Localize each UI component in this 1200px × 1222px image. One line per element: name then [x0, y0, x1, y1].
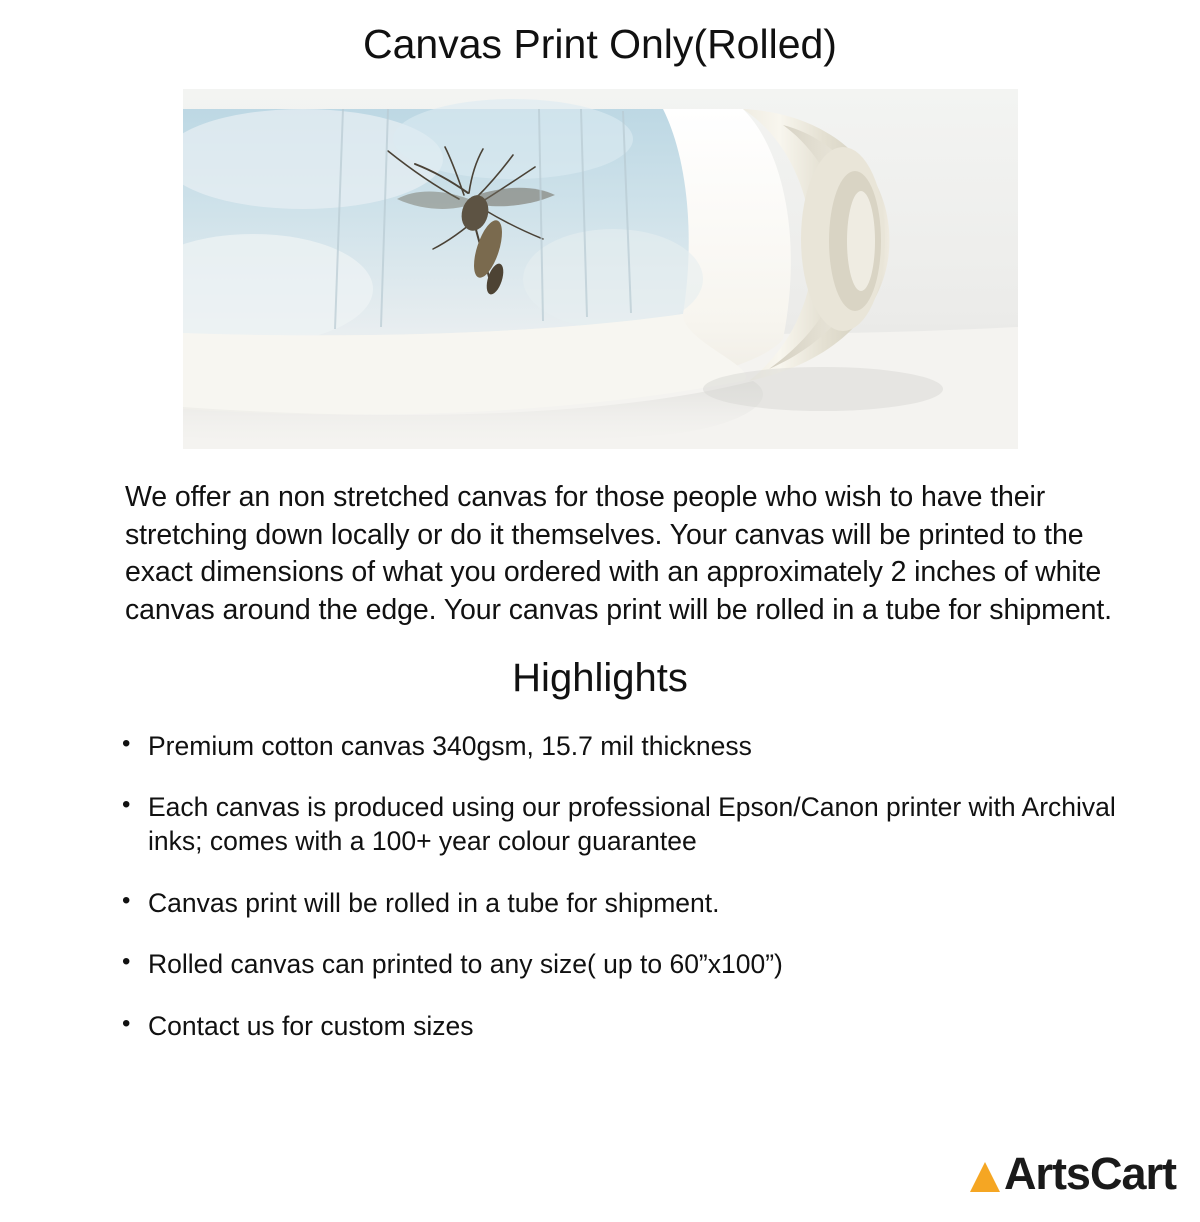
list-item: • Each canvas is produced using our professional Epson/Canon printer with Archival inks; comes with a 100+ year colour guarantee	[122, 790, 1130, 859]
brand-name-second: Cart	[1089, 1148, 1176, 1199]
list-item: • Contact us for custom sizes	[122, 1009, 1130, 1043]
product-info-page	[0, 22, 1200, 1222]
list-item: • Rolled canvas can printed to any size( up to 60”x100”)	[122, 947, 1130, 981]
product-description: We offer an non stretched canvas for those people who wish to have their stretching down locally or do it themselves. Your canvas will be printed to the exact dimensions of what you ordered with an approximately 2 inches of white canvas around the edge. Your canvas print will be rolled in a tube for shipment.	[125, 481, 1112, 626]
hero-image	[183, 89, 1018, 449]
highlights-list	[0, 729, 1200, 1044]
triangle-logo-icon	[970, 1162, 1000, 1192]
rolled-canvas-photo-icon	[183, 89, 1018, 449]
list-item: • Canvas print will be rolled in a tube for shipment.	[122, 886, 1130, 920]
brand-name-first: Arts	[1003, 1148, 1090, 1199]
list-item: • Premium cotton canvas 340gsm, 15.7 mil thickness	[122, 729, 1130, 763]
page-title: Canvas Print Only(Rolled)	[363, 21, 837, 67]
highlights-heading: Highlights	[512, 655, 688, 700]
brand-logo	[970, 1148, 1176, 1200]
